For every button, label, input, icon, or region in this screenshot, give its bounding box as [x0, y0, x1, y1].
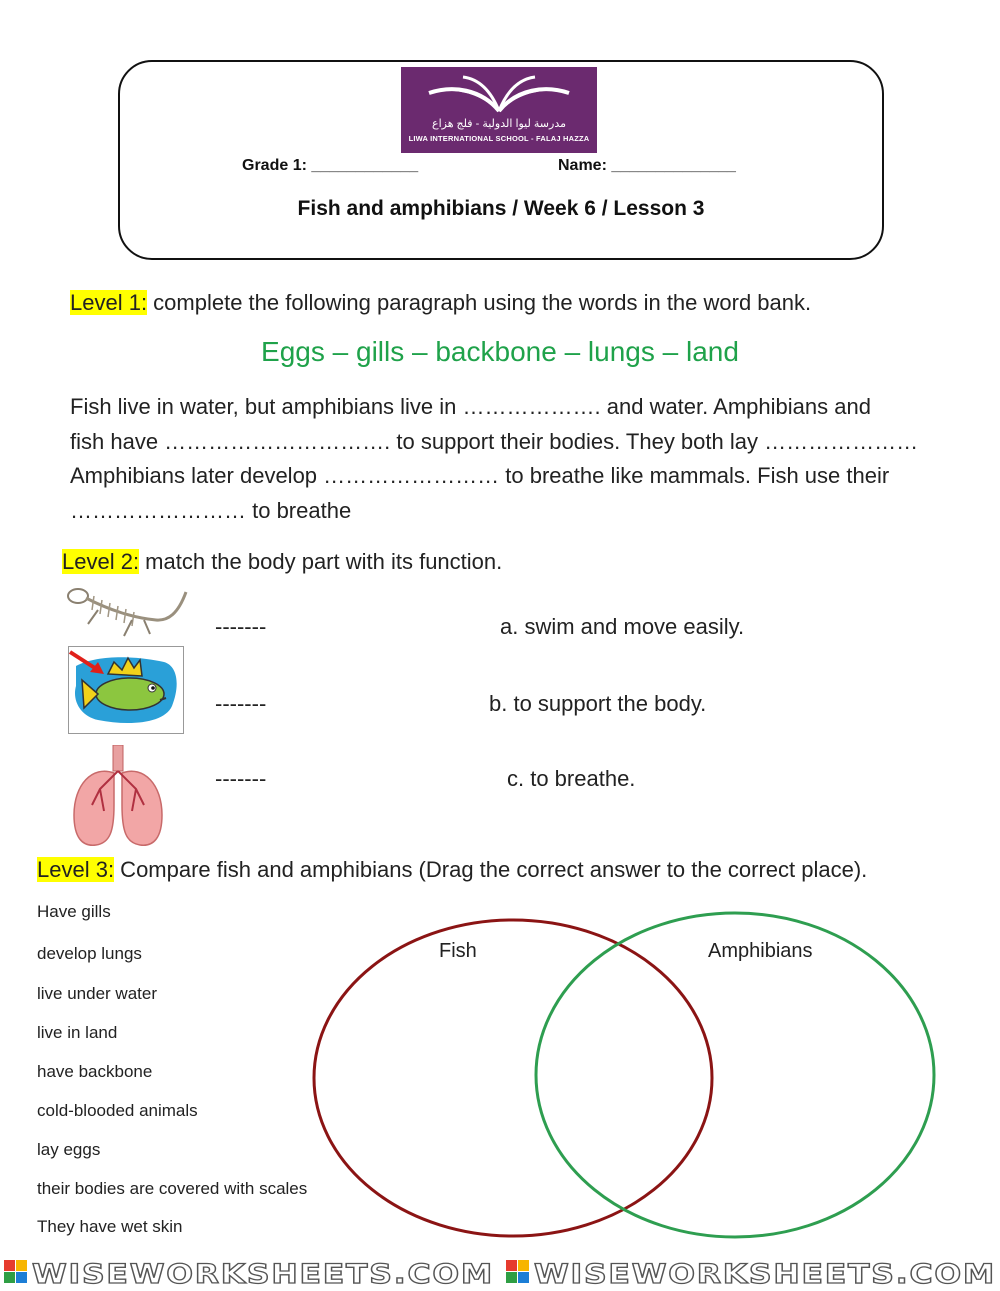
lungs-image	[70, 745, 166, 849]
school-name-english: LIWA INTERNATIONAL SCHOOL - FALAJ HAZZA	[408, 134, 590, 143]
brand-text: WISEWORKSHEETS.COM	[534, 1259, 996, 1290]
venn-label-fish: Fish	[439, 940, 477, 962]
venn-diagram[interactable]	[300, 900, 950, 1250]
paragraph-line: Amphibians later develop …………………… to breathe like mammals. Fish use their	[70, 463, 890, 488]
word-bank: Eggs – gills – backbone – lungs – land	[261, 336, 739, 367]
match-blank-1[interactable]: -------	[215, 614, 267, 639]
drag-option-live-in-land[interactable]: live in land	[37, 1023, 118, 1042]
brand-text: WISEWORKSHEETS.COM	[32, 1259, 494, 1290]
venn-circle-fish[interactable]	[314, 920, 712, 1236]
level1-tag: Level 1:	[70, 290, 148, 315]
fish-fin-image	[68, 646, 184, 734]
drag-option-develop-lungs[interactable]: develop lungs	[37, 944, 142, 963]
grade-field[interactable]: Grade 1: ____________	[242, 157, 419, 174]
function-option-b[interactable]: b. to support the body.	[489, 691, 707, 716]
level3-tag: Level 3:	[37, 857, 115, 882]
brand-badge-icon	[4, 1260, 27, 1283]
level2-instruction: match the body part with its function.	[139, 549, 503, 574]
venn-label-amphibians: Amphibians	[708, 940, 813, 962]
level2-tag: Level 2:	[62, 549, 140, 574]
skeleton-image	[64, 584, 188, 640]
function-option-c[interactable]: c. to breathe.	[507, 766, 636, 791]
brand-badge-icon	[506, 1260, 529, 1283]
match-blank-3[interactable]: -------	[215, 766, 267, 791]
drag-option-wet-skin[interactable]: They have wet skin	[37, 1217, 183, 1236]
drag-option-have-backbone[interactable]: have backbone	[37, 1062, 153, 1081]
school-name-arabic: مدرسة ليوا الدولية - فلج هزاع	[432, 118, 566, 130]
level3-heading	[37, 857, 867, 883]
drag-option-lay-eggs[interactable]: lay eggs	[37, 1140, 101, 1159]
level2-heading	[62, 549, 502, 575]
worksheet-title: Fish and amphibians / Week 6 / Lesson 3	[297, 197, 705, 220]
level1-instruction: complete the following paragraph using the words in the word bank.	[147, 290, 812, 315]
drag-option-cold-blooded[interactable]: cold-blooded animals	[37, 1101, 198, 1120]
level3-instruction: Compare fish and amphibians (Drag the correct answer to the correct place).	[114, 857, 868, 882]
paragraph-line: …………………… to breathe	[70, 497, 352, 523]
drag-option-scales[interactable]: their bodies are covered with scales	[37, 1179, 308, 1198]
drag-option-have-gills[interactable]: Have gills	[37, 902, 111, 921]
match-blank-2[interactable]: -------	[215, 691, 267, 716]
paragraph-line: fish have …………………………. to support their bodies. They both lay …………………	[70, 428, 919, 454]
fill-in-paragraph	[70, 390, 970, 528]
function-option-a[interactable]: a. swim and move easily.	[500, 614, 745, 639]
level1-heading	[70, 290, 811, 316]
paragraph-line: Fish live in water, but amphibians live in ………………. and water. Amphibians and	[70, 394, 871, 419]
footer-watermark	[0, 1252, 1000, 1291]
drag-option-live-under-water[interactable]: live under water	[37, 984, 158, 1003]
school-logo	[401, 67, 597, 153]
name-field[interactable]: Name: ______________	[558, 157, 736, 174]
